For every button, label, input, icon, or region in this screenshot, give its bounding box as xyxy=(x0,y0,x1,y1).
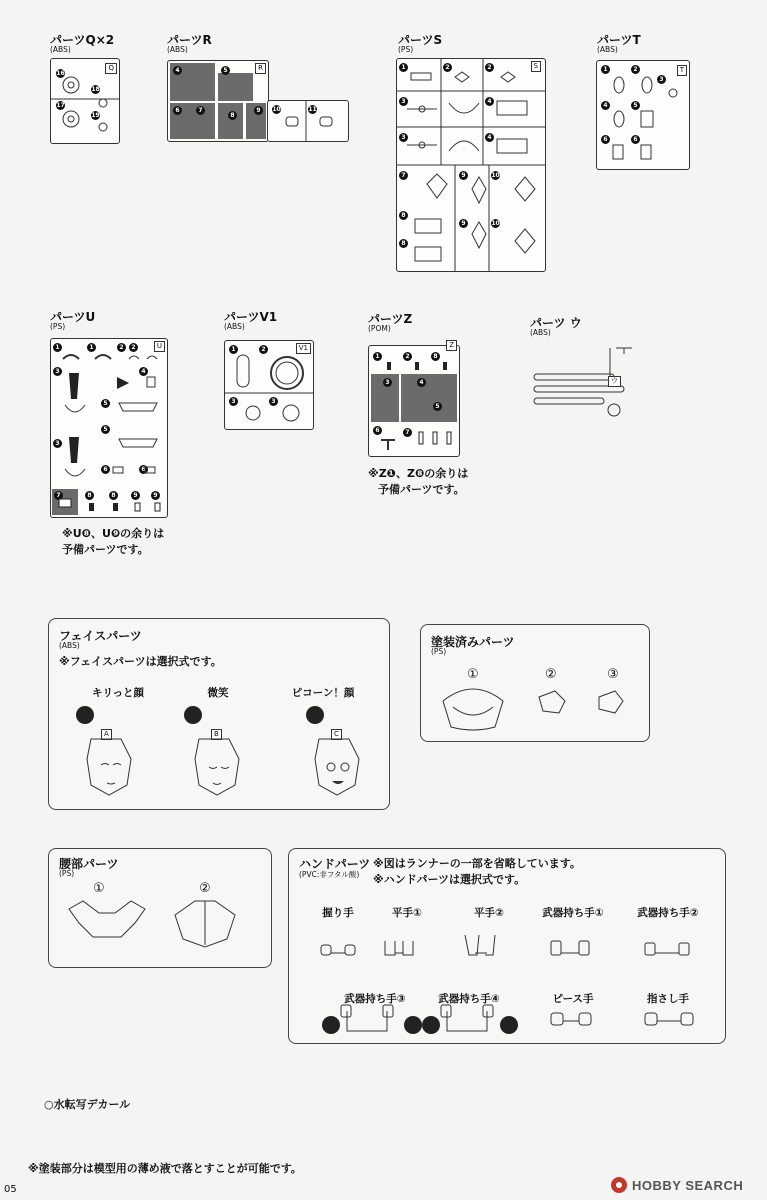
part-number: 3 xyxy=(229,397,238,406)
runner-t-letter: T xyxy=(677,65,687,76)
part-number: 9 xyxy=(459,219,468,228)
runner-t-shapes xyxy=(597,61,689,169)
hand-parts-note-1: ※図はランナーの一部を省略しています。 xyxy=(373,857,581,870)
part-number: 5 xyxy=(221,66,230,75)
face-option-name: キリっと顔 xyxy=(91,687,145,699)
part-number: 6 xyxy=(139,465,148,474)
part-number: 4 xyxy=(485,97,494,106)
runner-u-letter: U xyxy=(154,341,165,352)
part-number: 16 xyxy=(56,70,65,77)
runner-q-letter: Q xyxy=(105,63,117,74)
part-number: 7 xyxy=(399,171,408,180)
parts-r-material: (ABS) xyxy=(167,45,188,54)
part-number: 18 xyxy=(91,86,100,93)
painted-illustrations xyxy=(421,625,649,741)
part-number: 9 xyxy=(151,491,160,500)
face-option-name: ピコーン！顔 xyxy=(291,687,355,699)
hand-label: 武器持ち手④ xyxy=(438,993,500,1005)
parts-z-material: (POM) xyxy=(368,324,391,333)
page-number: 05 xyxy=(4,1184,17,1195)
part-number: 2 xyxy=(117,343,126,352)
part-number: 1 xyxy=(399,63,408,72)
runner-r-ext xyxy=(267,100,349,142)
part-number: 11 xyxy=(308,106,317,113)
hand-label: 武器持ち手② xyxy=(637,907,699,919)
part-number: 7 xyxy=(54,491,63,500)
part-number: 9 xyxy=(131,491,140,500)
footer-note: ※塗装部分は模型用の薄め液で落とすことが可能です。 xyxy=(28,1162,302,1175)
part-number: 10 xyxy=(491,220,500,227)
runner-s xyxy=(396,58,546,272)
runner-z-letter: Z xyxy=(446,340,457,351)
part-number: 2 xyxy=(631,65,640,74)
face-option-name: 微笑 xyxy=(207,687,229,699)
hand-label: ピース手 xyxy=(552,993,594,1005)
part-number: 4 xyxy=(417,378,426,387)
waist-parts-material: (PS) xyxy=(59,869,75,878)
part-number: 4 xyxy=(139,367,148,376)
parts-u2-material: (ABS) xyxy=(530,328,551,337)
part-number: 3 xyxy=(53,439,62,448)
parts-u2-title: パーツ ウ xyxy=(530,316,582,330)
part-number: 4 xyxy=(485,133,494,142)
runner-v1-letter: V1 xyxy=(296,343,311,354)
face-letter-c: C xyxy=(331,729,342,740)
part-number: 5 xyxy=(433,402,442,411)
parts-u-material: (PS) xyxy=(50,322,66,331)
part-number: 1 xyxy=(601,65,610,74)
face-parts-note: ※フェイスパーツは選択式です。 xyxy=(59,655,222,668)
painted-parts-material: (PS) xyxy=(431,647,447,656)
hand-label: 武器持ち手① xyxy=(542,907,604,919)
parts-z-note-1: ※Z❶、Z❽の余りは xyxy=(368,467,469,480)
hobby-search-logo-icon xyxy=(610,1176,628,1194)
parts-u-title: パーツU xyxy=(50,310,96,324)
part-number: 3 xyxy=(269,397,278,406)
hand-parts-material: (PVC:非フタル酸) xyxy=(299,870,360,879)
part-number: 5 xyxy=(101,425,110,434)
painted-item-number: ③ xyxy=(607,667,619,682)
face-illustrations xyxy=(49,619,389,809)
part-number: 1 xyxy=(87,343,96,352)
runner-u2-shapes xyxy=(528,342,648,422)
runner-q xyxy=(50,58,120,144)
watermark-text: HOBBY SEARCH xyxy=(632,1177,744,1193)
parts-v1-title: パーツV1 xyxy=(224,310,278,324)
face-b xyxy=(184,706,239,795)
parts-t-material: (ABS) xyxy=(597,45,618,54)
face-letter-b: B xyxy=(211,729,222,740)
parts-z-title: パーツZ xyxy=(368,312,413,326)
hand-label: 平手② xyxy=(474,907,504,919)
runner-r-letter: R xyxy=(255,63,266,74)
face-c xyxy=(306,706,359,795)
hand-label: 握り手 xyxy=(322,907,354,919)
part-number: 2 xyxy=(129,343,138,352)
hand-parts-note-2: ※ハンドパーツは選択式です。 xyxy=(373,873,526,886)
face-parts-title: フェイスパーツ xyxy=(59,629,142,643)
part-number: 3 xyxy=(399,97,408,106)
part-number: 5 xyxy=(631,101,640,110)
runner-r-shapes xyxy=(268,101,348,141)
part-number: 10 xyxy=(491,172,500,179)
parts-t-title: パーツT xyxy=(597,33,641,47)
runner-q-shapes xyxy=(51,59,119,143)
part-number: 2 xyxy=(403,352,412,361)
part-number: 3 xyxy=(399,133,408,142)
runner-r xyxy=(167,60,269,142)
part-number: 9 xyxy=(459,171,468,180)
watermark xyxy=(610,1176,743,1194)
hand-parts-title: ハンドパーツ xyxy=(299,857,371,871)
runner-u-shapes xyxy=(51,339,167,517)
part-number: 3 xyxy=(657,75,666,84)
parts-s-title: パーツS xyxy=(398,33,443,47)
face-parts-material: (ABS) xyxy=(59,641,80,650)
part-number: 2 xyxy=(485,63,494,72)
part-number: 8 xyxy=(228,111,237,120)
part-number: 2 xyxy=(443,63,452,72)
part-number: 1 xyxy=(53,343,62,352)
waist-parts-box xyxy=(48,848,272,968)
part-number: 8 xyxy=(431,352,440,361)
parts-v1-material: (ABS) xyxy=(224,322,245,331)
part-number: 8 xyxy=(109,491,118,500)
painted-parts-title: 塗装済みパーツ xyxy=(431,635,515,649)
part-number: 6 xyxy=(601,135,610,144)
decal-label: ○水転写デカール xyxy=(44,1098,131,1111)
runner-v1 xyxy=(224,340,314,430)
face-a xyxy=(76,706,131,795)
part-number: 19 xyxy=(91,112,100,119)
painted-parts-box xyxy=(420,624,650,742)
part-number: 9 xyxy=(254,106,263,115)
runner-z-shapes xyxy=(369,346,459,456)
runner-s-letter: S xyxy=(531,61,541,72)
face-letter-a: A xyxy=(101,729,112,740)
part-number: 4 xyxy=(601,101,610,110)
hand-label: 指さし手 xyxy=(647,993,689,1005)
part-number: 1 xyxy=(373,352,382,361)
part-number: 3 xyxy=(383,378,392,387)
hand-label: 武器持ち手③ xyxy=(344,993,406,1005)
waist-parts-title: 腰部パーツ xyxy=(59,857,119,871)
parts-u-note-1: ※U❽、U❾の余りは xyxy=(62,527,165,540)
parts-r-title: パーツR xyxy=(167,33,212,47)
runner-u2-letter: ウ xyxy=(608,376,621,387)
part-number: 10 xyxy=(272,106,281,113)
painted-item-number: ① xyxy=(467,667,479,682)
parts-q-title: パーツQ×2 xyxy=(50,33,115,47)
part-cell xyxy=(218,73,253,101)
runner-z xyxy=(368,341,460,457)
part-number: 6 xyxy=(173,106,182,115)
face-parts-box xyxy=(48,618,390,810)
part-number: 8 xyxy=(85,491,94,500)
hand-illustrations xyxy=(289,849,725,1043)
runner-u xyxy=(50,338,168,518)
part-number: 2 xyxy=(259,345,268,354)
parts-z-note-2: 予備パーツです。 xyxy=(378,483,465,496)
hand-label: 平手① xyxy=(392,907,422,919)
runner-v1-shapes xyxy=(225,341,313,429)
part-cell xyxy=(218,103,243,139)
part-number: 7 xyxy=(403,428,412,437)
part-number: 4 xyxy=(173,66,182,75)
part-number: 8 xyxy=(399,239,408,248)
parts-u-note-2: 予備パーツです。 xyxy=(62,543,149,556)
part-number: 6 xyxy=(631,135,640,144)
part-number: 6 xyxy=(101,465,110,474)
runner-t xyxy=(596,60,690,170)
waist-item-number: ① xyxy=(93,881,105,896)
part-number: 6 xyxy=(373,426,382,435)
painted-item-number: ② xyxy=(545,667,557,682)
hand-parts-box xyxy=(288,848,726,1044)
part-number: 17 xyxy=(56,102,65,109)
runner-s-shapes xyxy=(397,59,545,271)
part-number: 8 xyxy=(399,211,408,220)
parts-q-material: (ABS) xyxy=(50,45,71,54)
parts-s-material: (PS) xyxy=(398,45,414,54)
part-number: 7 xyxy=(196,106,205,115)
waist-item-number: ② xyxy=(199,881,211,896)
part-number: 5 xyxy=(101,399,110,408)
waist-illustrations xyxy=(49,849,271,967)
part-number: 1 xyxy=(229,345,238,354)
part-number: 3 xyxy=(53,367,62,376)
